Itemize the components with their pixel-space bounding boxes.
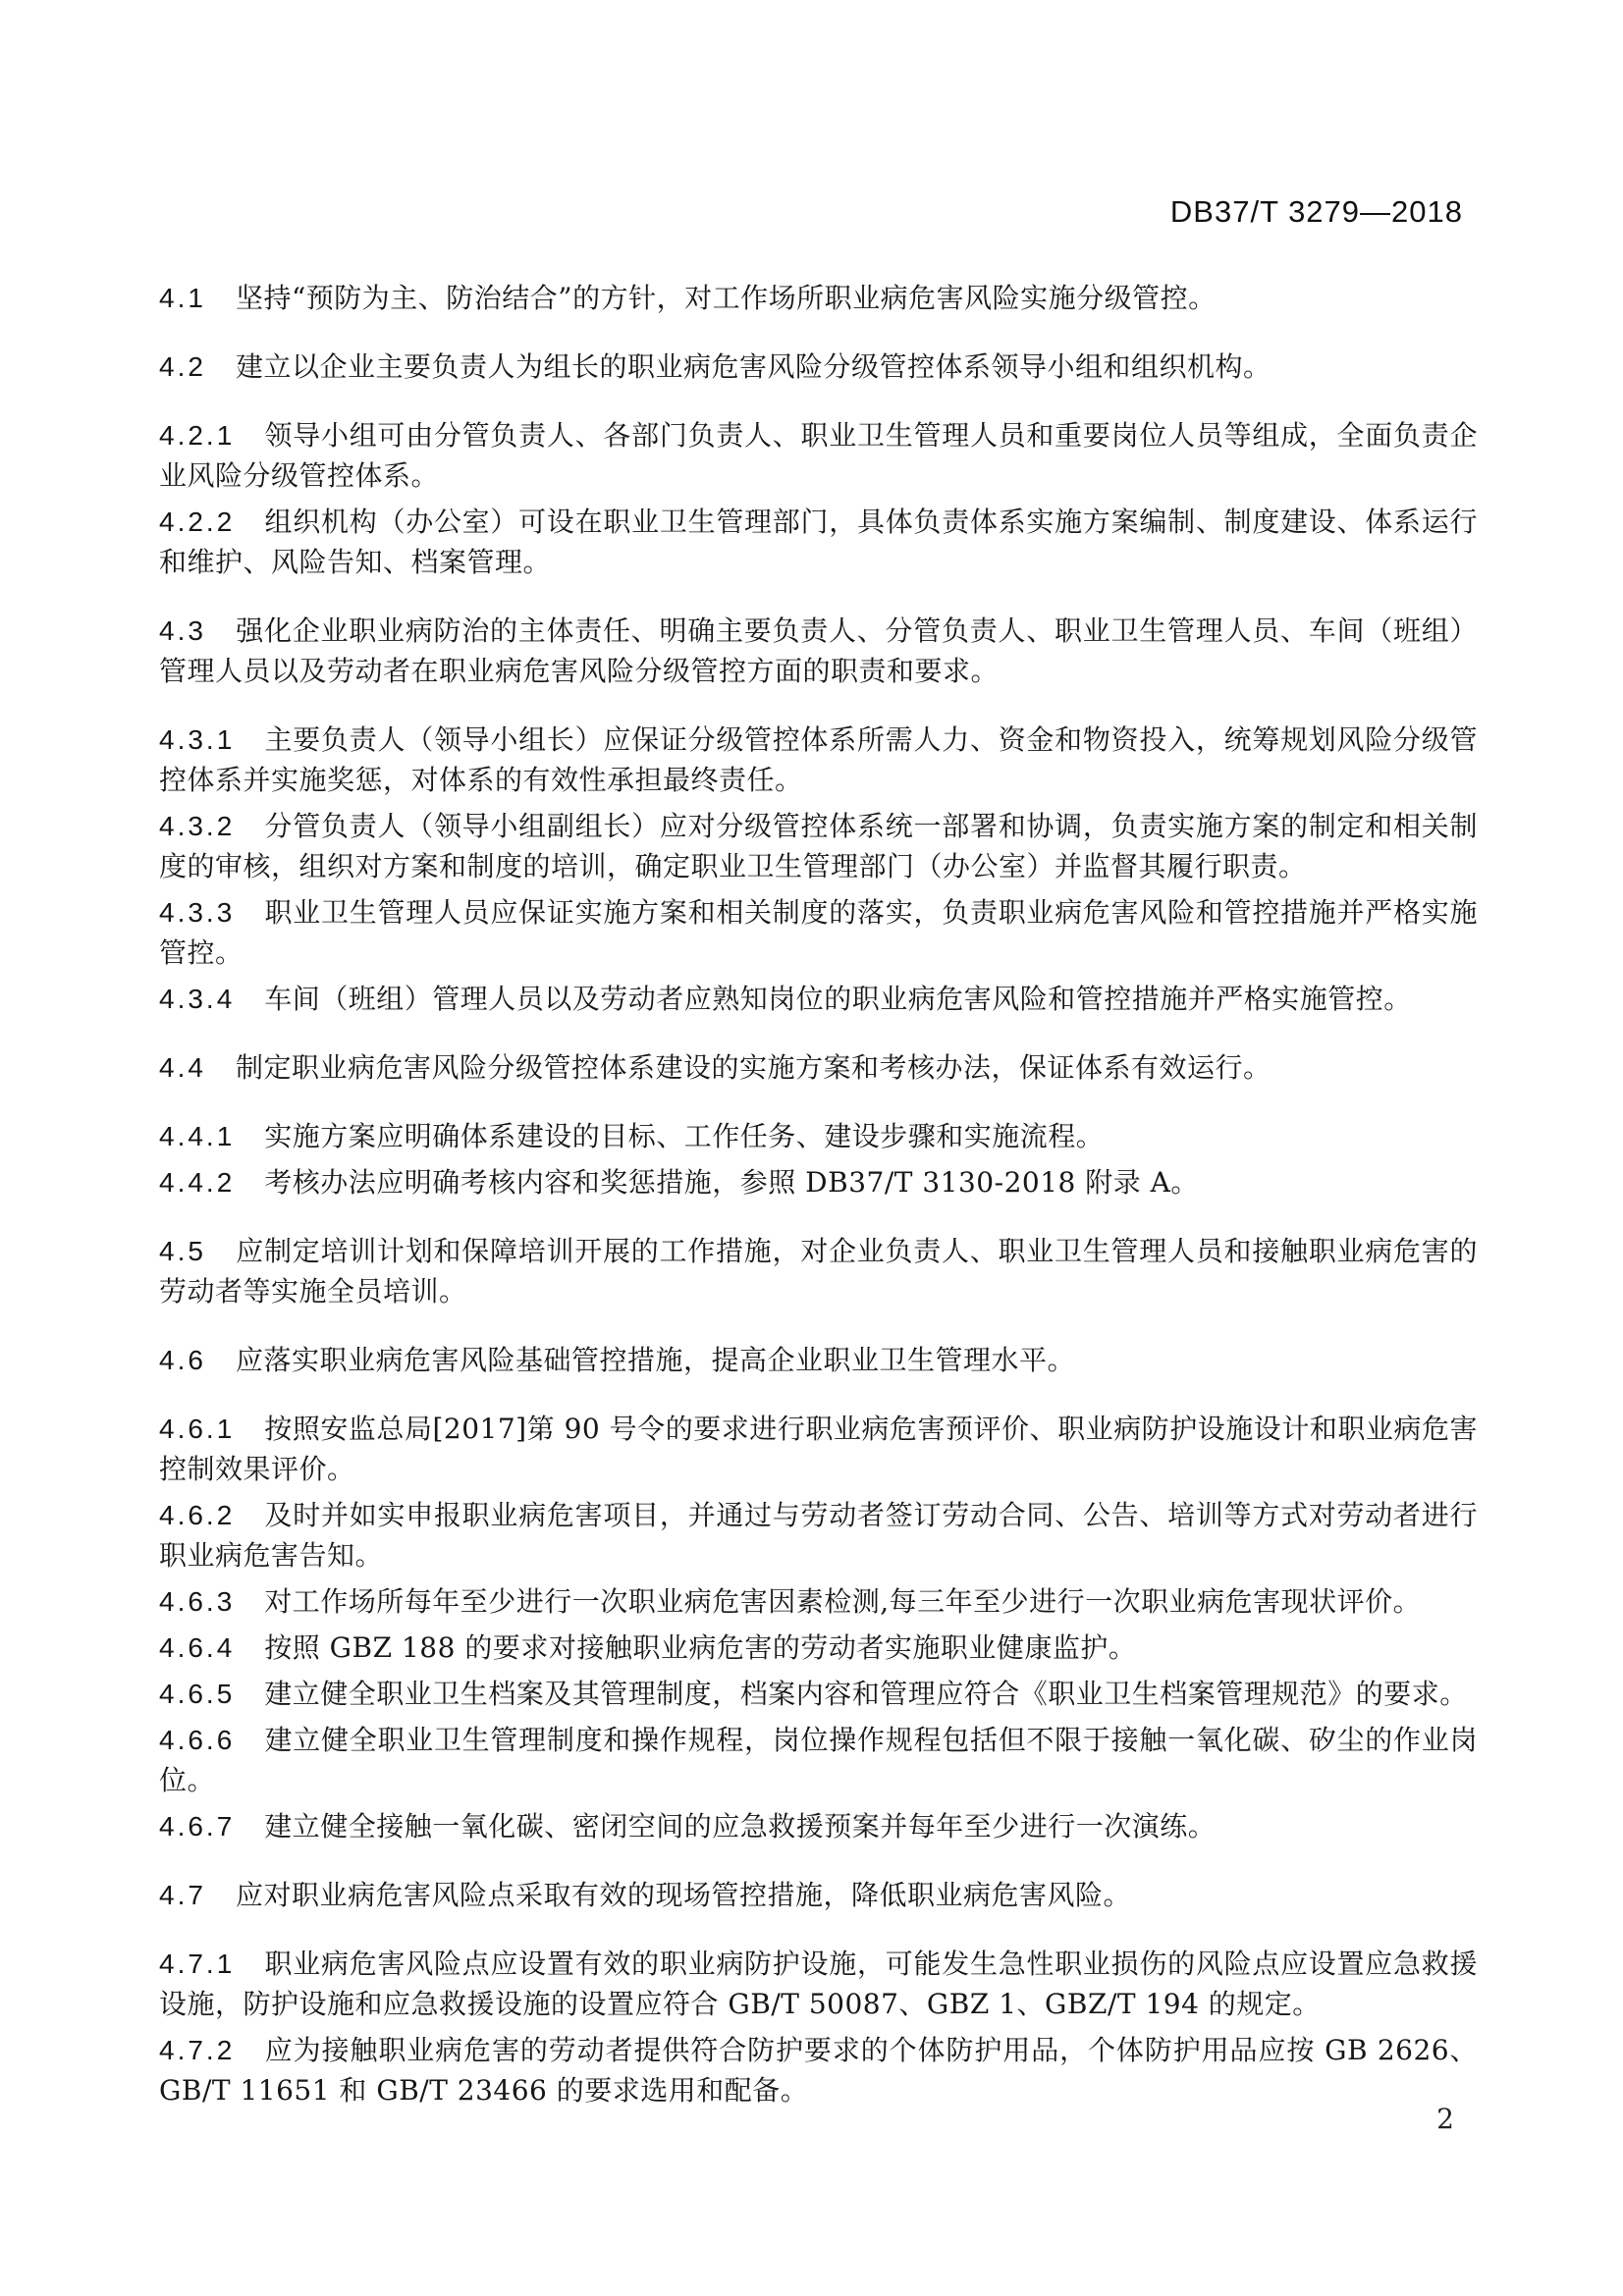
clause-paragraph (159, 806, 1478, 886)
page-footer (1436, 2103, 1454, 2135)
clause-paragraph (159, 979, 1478, 1019)
clause-text: 坚持“预防为主、防治结合”的方针，对工作场所职业病危害风险实施分级管控。 (235, 282, 1217, 314)
clause-number: 4.6.6 (159, 1725, 236, 1755)
page-header (0, 0, 1623, 230)
clause-paragraph (159, 1944, 1478, 2024)
clause-paragraph (159, 611, 1478, 691)
clause-text: 制定职业病危害风险分级管控体系建设的实施方案和考核办法，保证体系有效运行。 (235, 1051, 1271, 1084)
clause-text: 应为接触职业病危害的劳动者提供符合防护要求的个体防护用品，个体防护用品应按 GB 2626、GB/T 11651 和 GB/T 23466 的要求选用和配备。 (159, 2034, 1478, 2107)
clause-text: 按照安监总局[2017]第 90 号令的要求进行职业病危害预评价、职业病防护设施设计和职业病危害控制效果评价。 (159, 1413, 1478, 1485)
clause-number: 4.6.2 (159, 1500, 236, 1530)
clause-number: 4.3.1 (159, 724, 236, 755)
clause-text: 组织机构（办公室）可设在职业卫生管理部门，具体负责体系实施方案编制、制度建设、体系运行和维护、风险告知、档案管理。 (159, 506, 1478, 578)
clause-number: 4.6.1 (159, 1414, 236, 1444)
clause-paragraph (159, 1495, 1478, 1575)
clause-number: 4.6.3 (159, 1586, 236, 1617)
clause-number: 4.4.1 (159, 1121, 236, 1151)
page-number: 2 (1436, 2103, 1454, 2135)
clause-paragraph (159, 1806, 1478, 1846)
clause-number: 4.3.4 (159, 984, 236, 1014)
clause-text: 分管负责人（领导小组副组长）应对分级管控体系统一部署和协调，负责实施方案的制定和相关制度的审核，组织对方案和制度的培训，确定职业卫生管理部门（办公室）并监督其履行职责。 (159, 810, 1478, 882)
clause-text: 建立健全职业卫生管理制度和操作规程，岗位操作规程包括但不限于接触一氧化碳、矽尘的作业岗位。 (159, 1724, 1478, 1796)
clause-paragraph (159, 1162, 1478, 1202)
clause-text: 建立以企业主要负责人为组长的职业病危害风险分级管控体系领导小组和组织机构。 (235, 350, 1271, 383)
clause-number: 4.6.7 (159, 1811, 236, 1842)
clause-text: 按照 GBZ 188 的要求对接触职业病危害的劳动者实施职业健康监护。 (264, 1631, 1137, 1664)
clause-paragraph (159, 1409, 1478, 1489)
clause-text: 建立健全职业卫生档案及其管理制度，档案内容和管理应符合《职业卫生档案管理规范》的要求。 (264, 1678, 1468, 1710)
clause-text: 应制定培训计划和保障培训开展的工作措施，对企业负责人、职业卫生管理人员和接触职业病危害的劳动者等实施全员培训。 (159, 1235, 1478, 1308)
clause-text: 职业卫生管理人员应保证实施方案和相关制度的落实，负责职业病危害风险和管控措施并严格实施管控。 (159, 896, 1478, 969)
clause-number: 4.7 (159, 1880, 206, 1910)
clause-number: 4.2 (159, 351, 206, 382)
clause-text: 应对职业病危害风险点采取有效的现场管控措施，降低职业病危害风险。 (235, 1879, 1131, 1911)
clause-number: 4.2.2 (159, 507, 236, 537)
clause-paragraph (159, 1116, 1478, 1156)
document-body (0, 230, 1623, 2110)
clause-text: 强化企业职业病防治的主体责任、明确主要负责人、分管负责人、职业卫生管理人员、车间（班组）管理人员以及劳动者在职业病危害风险分级管控方面的职责和要求。 (159, 614, 1478, 687)
clause-paragraph (159, 347, 1478, 387)
clause-number: 4.6.5 (159, 1679, 236, 1709)
clause-number: 4.3.3 (159, 897, 236, 928)
clause-number: 4.3 (159, 615, 206, 646)
clause-text: 应落实职业病危害风险基础管控措施，提高企业职业卫生管理水平。 (235, 1344, 1075, 1376)
clause-number: 4.4.2 (159, 1167, 236, 1198)
clause-text: 领导小组可由分管负责人、各部门负责人、职业卫生管理人员和重要岗位人员等组成，全面负责企业风险分级管控体系。 (159, 419, 1478, 492)
clause-text: 职业病危害风险点应设置有效的职业病防护设施，可能发生急性职业损伤的风险点应设置应急救援设施，防护设施和应急救援设施的设置应符合 GB/T 50087、GBZ 1、GBZ/T 194 的规定。 (159, 1948, 1478, 2020)
clause-paragraph (159, 1581, 1478, 1622)
clause-paragraph (159, 1231, 1478, 1311)
clause-text: 实施方案应明确体系建设的目标、工作任务、建设步骤和实施流程。 (264, 1120, 1105, 1152)
clause-text: 考核办法应明确考核内容和奖惩措施，参照 DB37/T 3130-2018 附录 A。 (264, 1166, 1199, 1199)
clause-paragraph (159, 1628, 1478, 1668)
clause-number: 4.7.2 (159, 2035, 236, 2065)
clause-text: 主要负责人（领导小组长）应保证分级管控体系所需人力、资金和物资投入，统筹规划风险分级管控体系并实施奖惩，对体系的有效性承担最终责任。 (159, 723, 1478, 796)
clause-paragraph (159, 1340, 1478, 1380)
clause-text: 车间（班组）管理人员以及劳动者应熟知岗位的职业病危害风险和管控措施并严格实施管控。 (264, 983, 1412, 1015)
clause-paragraph (159, 720, 1478, 800)
clause-paragraph (159, 1875, 1478, 1915)
clause-number: 4.3.2 (159, 811, 236, 841)
clause-paragraph (159, 415, 1478, 496)
clause-number: 4.6.4 (159, 1632, 236, 1663)
clause-number: 4.2.1 (159, 420, 236, 451)
clause-text: 建立健全接触一氧化碳、密闭空间的应急救援预案并每年至少进行一次演练。 (264, 1810, 1217, 1842)
standard-code: DB37/T 3279—2018 (1169, 194, 1463, 229)
clause-paragraph (159, 1720, 1478, 1800)
clause-text: 对工作场所每年至少进行一次职业病危害因素检测,每三年至少进行一次职业病危害现状评价。 (264, 1585, 1422, 1618)
clause-number: 4.4 (159, 1052, 206, 1083)
clause-number: 4.6 (159, 1345, 206, 1375)
clause-paragraph (159, 2030, 1478, 2110)
clause-paragraph (159, 278, 1478, 318)
clause-paragraph (159, 1047, 1478, 1088)
clause-paragraph (159, 502, 1478, 582)
clause-number: 4.7.1 (159, 1949, 236, 1979)
clause-paragraph (159, 1674, 1478, 1714)
clause-number: 4.1 (159, 283, 206, 313)
clause-number: 4.5 (159, 1236, 206, 1266)
clause-text: 及时并如实申报职业病危害项目，并通过与劳动者签订劳动合同、公告、培训等方式对劳动者进行职业病危害告知。 (159, 1499, 1478, 1572)
clause-paragraph (159, 892, 1478, 973)
